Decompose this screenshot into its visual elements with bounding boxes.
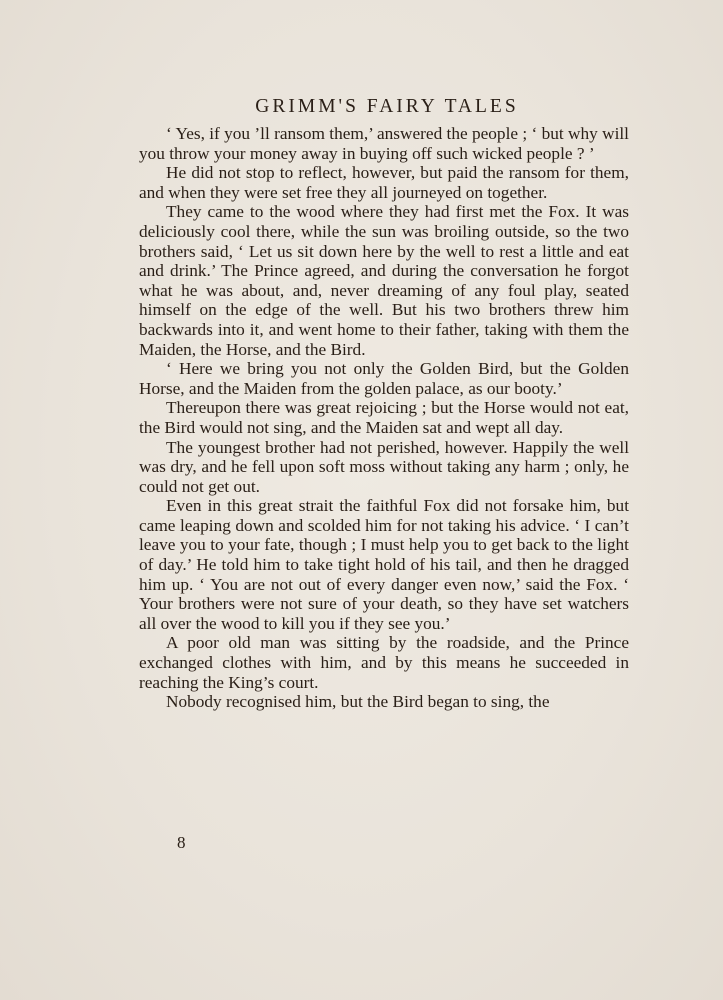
paragraph: A poor old man was sitting by the roadside, and the Prince exchanged clothes with him, and by this means he succeeded in reaching the King’s court. bbox=[139, 633, 629, 692]
paragraph: They came to the wood where they had first met the Fox. It was deliciously cool there, while the sun was broiling outside, so the two brothers said, ‘ Let us sit down here by the well to rest a little and eat and drink.’ The Prince agreed, and during the conversation he forgot what he was about, and, never dreaming of any foul play, seated himself on the edge of the well. But his two brothers threw him backwards into it, and went home to their father, taking with them the Maiden, the Horse, and the Bird. bbox=[139, 202, 629, 359]
running-head: GRIMM'S FAIRY TALES bbox=[255, 96, 519, 117]
body-text bbox=[139, 124, 629, 712]
page-body bbox=[139, 96, 629, 712]
paragraph: He did not stop to reflect, however, but paid the ransom for them, and when they were set free they all journeyed on together. bbox=[139, 163, 629, 202]
page-number: 8 bbox=[177, 833, 186, 852]
paragraph: ‘ Here we bring you not only the Golden Bird, but the Golden Horse, and the Maiden from the golden palace, as our booty.’ bbox=[139, 359, 629, 398]
paragraph: ‘ Yes, if you ’ll ransom them,’ answered the people ; ‘ but why will you throw your money away in buying off such wicked people ? ’ bbox=[139, 124, 629, 163]
paragraph: The youngest brother had not perished, however. Happily the well was dry, and he fell upon soft moss without taking any harm ; only, he could not get out. bbox=[139, 437, 629, 496]
paragraph: Thereupon there was great rejoicing ; but the Horse would not eat, the Bird would not sing, and the Maiden sat and wept all day. bbox=[139, 398, 629, 437]
paragraph: Nobody recognised him, but the Bird began to sing, the bbox=[166, 692, 550, 712]
paragraph: Even in this great strait the faithful Fox did not forsake him, but came leaping down and scolded him for not taking his advice. ‘ I can’t leave you to your fate, though ; I must help you to get back to the light of day.’ He told him to take tight hold of his tail, and then he dragged him up. ‘ You are not out of every danger even now,’ said the Fox. ‘ Your brothers were not sure of your death, so they have set watchers all over the wood to kill you if they see you.’ bbox=[139, 496, 629, 633]
